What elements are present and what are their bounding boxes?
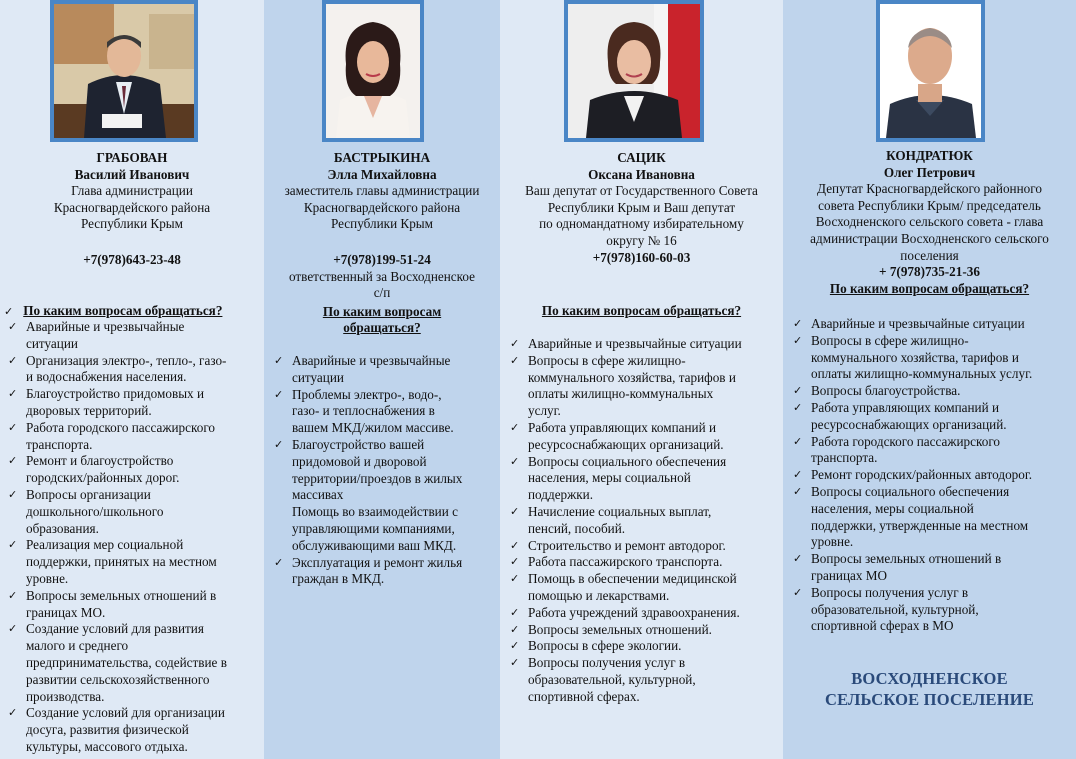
- list-item: ✓ Вопросы организации дошкольного/школьного образования.: [4, 487, 262, 537]
- photo-bastrykina: [322, 0, 424, 142]
- position-line: совета Республики Крым/ председатель: [818, 197, 1041, 213]
- position-line: Красногвардейского района: [53, 199, 211, 215]
- info-grabovan: [0, 150, 264, 269]
- position-line: Красногвардейского района: [303, 199, 461, 215]
- list-item: ✓ Вопросы социального обеспечения населения, меры социальной поддержки, утвержденные на местном уровне.: [789, 484, 1074, 551]
- position-line: заместитель главы администрации: [284, 183, 480, 199]
- column-kondratyuk: [783, 0, 1076, 759]
- settlement-title: ВОСХОДНЕНСКОЕ СЕЛЬСКОЕ ПОСЕЛЕНИЕ: [824, 669, 1035, 709]
- questions-list: [270, 353, 498, 588]
- list-item: ✓ Ремонт и благоустройство городских/районных дорог.: [4, 453, 262, 487]
- position-line: Республики Крым: [330, 216, 434, 232]
- questions-heading: По каким вопросам: [322, 303, 442, 319]
- list-item: ✓ Вопросы получения услуг в образовательной, культурной, спортивной сферах.: [506, 655, 781, 705]
- info-satsik: [500, 150, 783, 266]
- questions-list: [789, 316, 1074, 635]
- given-name: Василий Иванович: [74, 166, 190, 182]
- surname: КОНДРАТЮК: [886, 148, 973, 163]
- surname: ГРАБОВАН: [96, 150, 168, 165]
- phone-number: +7(978)643-23-48: [83, 251, 181, 267]
- position-line: Республики Крым и Ваш депутат: [547, 199, 736, 215]
- questions-heading: По каким вопросам обращаться?: [541, 303, 742, 318]
- column-satsik: [500, 0, 783, 759]
- list-item: ✓ Работа управляющих компаний и ресурсоснабжающих организаций.: [789, 400, 1074, 434]
- list-item: ✓ Работа учреждений здравоохранения.: [506, 605, 781, 622]
- checkmark-icon: ✓: [4, 305, 14, 318]
- list-item: ✓ Помощь в обеспечении медицинской помощью и лекарствами.: [506, 571, 781, 605]
- list-item: ✓ Вопросы в сфере жилищно- коммунального хозяйства, тарифов и оплаты жилищно-коммунальных услуг.: [506, 353, 781, 420]
- questions-list: [4, 319, 262, 756]
- info-kondratyuk: [783, 148, 1076, 297]
- photo-grabovan: [50, 0, 198, 142]
- list-item: ✓ Аварийные и чрезвычайные ситуации: [506, 336, 781, 353]
- questions-heading: ✓ По каким вопросам обращаться?: [4, 303, 223, 318]
- list-item: ✓ Ремонт городских/районных автодорог.: [789, 467, 1074, 484]
- position-line: по одномандатному избирательному: [539, 216, 744, 232]
- position-line: Республики Крым: [80, 216, 184, 232]
- list-item: ✓ Создание условий для развития малого и среднего предпринимательства, содействие в развитии сельскохозяйственного производства.: [4, 621, 262, 705]
- list-item: ✓ Вопросы земельных отношений в границах МО.: [4, 588, 262, 622]
- list-item: ✓ Благоустройство придомовых и дворовых территорий.: [4, 386, 262, 420]
- list-item: ✓ Работа управляющих компаний и ресурсоснабжающих организаций.: [506, 420, 781, 454]
- portrait-woman-image: [568, 4, 700, 138]
- surname: САЦИК: [617, 150, 666, 165]
- position-line: администрации Восходненского сельского: [810, 230, 1049, 246]
- list-item: ✓ Организация электро-, тепло-, газо- и водоснабжения населения.: [4, 353, 262, 387]
- list-item: ✓ Эксплуатация и ремонт жилья граждан в МКД.: [270, 555, 498, 589]
- list-item: ✓ Начисление социальных выплат, пенсий, пособий.: [506, 504, 781, 538]
- list-item: ✓ Проблемы электро-, водо-, газо- и теплоснабжения в вашем МКД/жилом массиве.: [270, 387, 498, 437]
- position-line: Глава администрации: [71, 183, 193, 199]
- list-item: ✓ Аварийные и чрезвычайные ситуации: [270, 353, 498, 387]
- photo-kondratyuk: [876, 0, 985, 142]
- portrait-woman-image: [326, 4, 420, 138]
- list-item: ✓ Работа городского пассажирского транспорта.: [789, 434, 1074, 468]
- responsibility-line: ответственный за Восходненское: [289, 268, 475, 284]
- portrait-man-suit-image: [54, 4, 194, 138]
- list-item: ✓ Вопросы благоустройства.: [789, 383, 1074, 400]
- position-line: Восходненского сельского совета - глава: [815, 214, 1044, 230]
- list-item: ✓ Вопросы получения услуг в образовательной, культурной, спортивной сферах в МО: [789, 585, 1074, 635]
- list-item: ✓ Аварийные и чрезвычайные ситуации: [4, 319, 262, 353]
- given-name: Оксана Ивановна: [588, 166, 695, 182]
- responsibility-line: с/п: [373, 285, 391, 301]
- surname: БАСТРЫКИНА: [333, 150, 431, 165]
- position-line: округу № 16: [606, 232, 677, 248]
- list-item: ✓ Вопросы земельных отношений в границах МО: [789, 551, 1074, 585]
- column-grabovan: [0, 0, 264, 759]
- list-item: ✓ Вопросы в сфере экологии.: [506, 638, 781, 655]
- photo-satsik: [564, 0, 704, 142]
- given-name: Элла Михайловна: [327, 166, 437, 182]
- list-item: ✓ Благоустройство вашей придомовой и дворовой территории/проездов в жилых массивах Помощь во взаимодействии с управляющими компаниями, обслуживающими ваш МКД.: [270, 437, 498, 555]
- questions-heading: По каким вопросам обращаться?: [829, 280, 1030, 296]
- position-line: Депутат Красногвардейского районного: [817, 181, 1042, 197]
- list-item: ✓ Создание условий для организации досуга, развития физической культуры, массового отдыха.: [4, 705, 262, 755]
- phone-number: +7(978)199-51-24: [333, 251, 431, 267]
- list-item: ✓ Работа городского пассажирского транспорта.: [4, 420, 262, 454]
- list-item: ✓ Вопросы земельных отношений.: [506, 622, 781, 639]
- list-item: ✓ Вопросы социального обеспечения населения, меры социальной поддержки.: [506, 454, 781, 504]
- list-item: ✓ Строительство и ремонт автодорог.: [506, 538, 781, 555]
- portrait-man-image: [880, 4, 981, 138]
- list-item: ✓ Аварийные и чрезвычайные ситуации: [789, 316, 1074, 333]
- list-item: ✓ Вопросы в сфере жилищно- коммунального хозяйства, тарифов и оплаты жилищно-коммунальных услуг.: [789, 333, 1074, 383]
- phone-number: + 7(978)735-21-36: [879, 264, 980, 280]
- list-item: ✓ Работа пассажирского транспорта.: [506, 554, 781, 571]
- position-line: поселения: [900, 247, 959, 263]
- phone-number: +7(978)160-60-03: [592, 249, 691, 265]
- list-item: ✓ Реализация мер социальной поддержки, принятых на местном уровне.: [4, 537, 262, 587]
- questions-heading: обращаться?: [343, 320, 421, 336]
- position-line: Ваш депутат от Государственного Совета: [525, 183, 758, 199]
- info-bastrykina: [264, 150, 500, 337]
- given-name: Олег Петрович: [883, 164, 976, 180]
- questions-list: [506, 336, 781, 706]
- column-bastrykina: [264, 0, 500, 759]
